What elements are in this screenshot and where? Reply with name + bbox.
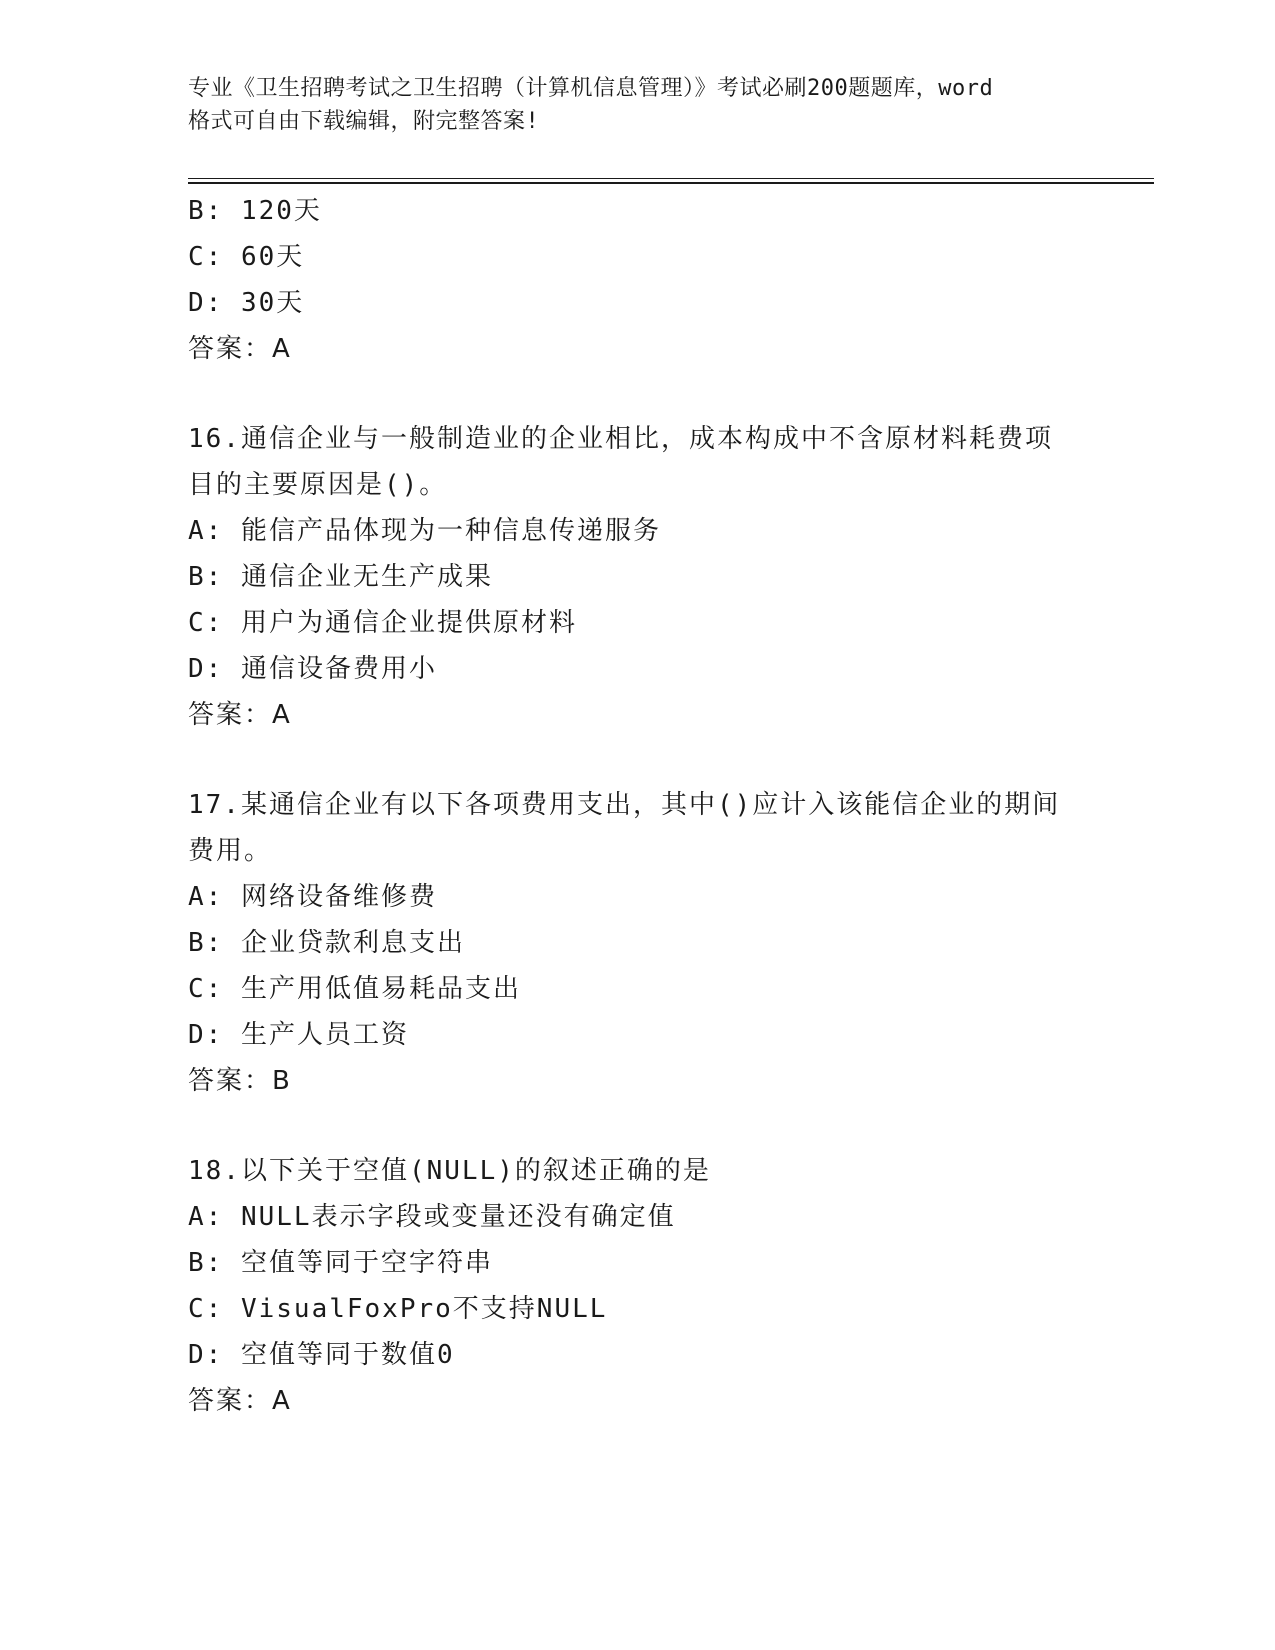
option-b: B: 企业贷款利息支出 (188, 928, 465, 958)
header-divider-thin (188, 178, 1154, 179)
question-block-partial (188, 188, 1088, 372)
question-stem-continued: 费用。 (188, 836, 273, 866)
question-content (188, 188, 1088, 1424)
header-divider-thick (188, 182, 1154, 184)
option-b: B: 通信企业无生产成果 (188, 562, 493, 592)
option-d: D: 30天 (188, 288, 305, 318)
question-stem: 16.通信企业与一般制造业的企业相比，成本构成中不含原材料耗费项 (188, 424, 1053, 454)
option-c: C: 60天 (188, 242, 305, 272)
spacer (188, 1104, 1088, 1148)
question-stem: 17.某通信企业有以下各项费用支出，其中()应计入该能信企业的期间 (188, 790, 1061, 820)
option-c: C: 生产用低值易耗品支出 (188, 974, 521, 1004)
option-d: D: 空值等同于数值0 (188, 1340, 455, 1370)
answer-line: 答案：A (188, 700, 292, 730)
option-b: B: 空值等同于空字符串 (188, 1248, 493, 1278)
option-b: B: 120天 (188, 196, 322, 226)
option-d: D: 通信设备费用小 (188, 654, 437, 684)
question-block-17 (188, 782, 1088, 1104)
question-block-18 (188, 1148, 1088, 1424)
answer-line: 答案：A (188, 1386, 292, 1416)
question-block-16 (188, 416, 1088, 738)
question-stem: 18.以下关于空值(NULL)的叙述正确的是 (188, 1156, 711, 1186)
option-c: C: VisualFoxPro不支持NULL (188, 1294, 608, 1324)
spacer (188, 372, 1088, 416)
answer-line: 答案：A (188, 334, 292, 364)
option-d: D: 生产人员工资 (188, 1020, 409, 1050)
document-header (188, 72, 1088, 138)
option-a: A: NULL表示字段或变量还没有确定值 (188, 1202, 676, 1232)
option-c: C: 用户为通信企业提供原材料 (188, 608, 577, 638)
header-line-1: 专业《卫生招聘考试之卫生招聘（计算机信息管理）》考试必刷200题题库，word (188, 76, 994, 101)
spacer (188, 738, 1088, 782)
answer-line: 答案：B (188, 1066, 292, 1096)
option-a: A: 网络设备维修费 (188, 882, 437, 912)
header-line-2: 格式可自由下载编辑，附完整答案! (188, 109, 540, 134)
question-stem-continued: 目的主要原因是()。 (188, 470, 448, 500)
option-a: A: 能信产品体现为一种信息传递服务 (188, 516, 661, 546)
